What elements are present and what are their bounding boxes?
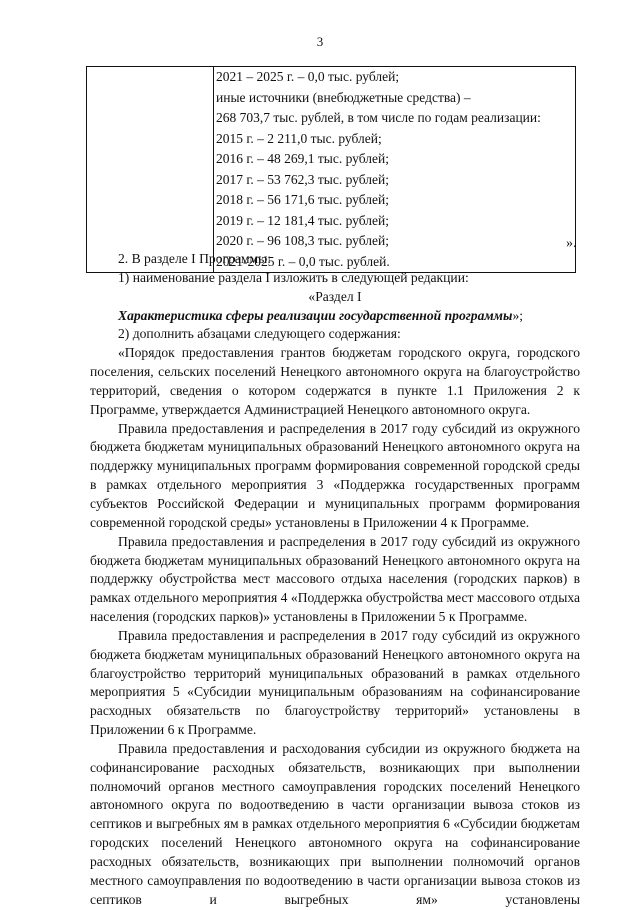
paragraph: Правила предоставления и расходования субсидии из окружного бюджета на софинансирование расходных обязательств, возникающих при выполнении полномочий органов местного самоуправления городских поселений Ненецкого автономного округа по водоотведению в части организации вывоза стоков из септиков и выгребных ям в рамках отдельного мероприятия 6 «Субсидии бюджетам городских поселений Ненецкого автономного округа на софинансирование расходных обязательств, возникающих при выполнении полномочий органов местного самоуправления по водоотведению в части организации вывоза стоков из септиков и выгребных ям» установлены [90,740,580,907]
section-heading-tail: »; [512,307,524,323]
paragraph: Правила предоставления и распределения в 2017 году субсидий из окружного бюджета бюджетам муниципальных образований Ненецкого автономного округа на благоустройство территорий муниципальных образований в рамках отдельного мероприятия 5 «Субсидии муниципальным образованиям на софинансирование расходных обязательств по благоустройству территорий» установлены в Приложении 6 к Программе. [90,627,580,738]
paragraph: Правила предоставления и распределения в 2017 году субсидий из окружного бюджета бюджетам муниципальных образований Ненецкого автономного округа на поддержку обустройства мест массового отдыха населения (городских парков) в рамках отдельного мероприятия 4 «Поддержка обустройства мест массового отдыха населения (городских парков)» установлены в Приложении 5 к Программе. [90,533,580,625]
table-left-cell [87,67,214,273]
table-line: 2017 г. – 53 762,3 тыс. рублей; [216,171,389,187]
table-closing-quote: ». [566,236,577,251]
section-heading-line [90,307,580,326]
table-line: иные источники (внебюджетные средства) – [216,89,471,105]
paragraph: Правила предоставления и распределения в 2017 году субсидий из окружного бюджета бюджетам муниципальных образований Ненецкого автономного округа на поддержку муниципальных программ формирования современной городской среды в рамках отдельного мероприятия 3 «Поддержка государственных программ субъектов Российской Федерации и муниципальных программ формирования современной городской среды» установлены в Приложении 4 к Программе. [90,420,580,530]
item-2: 2. В разделе I Программы: [118,251,272,266]
table-line: 2021 – 2025 г. – 0,0 тыс. рублей; [216,69,400,84]
section-title: «Раздел I [308,288,362,304]
table-line: 268 703,7 тыс. рублей, в том числе по годам реализации: [216,110,541,125]
table-line: 2016 г. – 48 269,1 тыс. рублей; [216,151,389,166]
page-number: 3 [316,34,324,49]
funding-table [86,66,576,273]
section-heading: Характеристика сферы реализации государственной программы [118,307,513,323]
table-line: 2018 г. – 56 171,6 тыс. рублей; [216,192,389,207]
table-line: 2015 г. – 2 211,0 тыс. рублей; [216,130,382,146]
table-right-cell [214,67,576,273]
sub-item-1: 1) наименование раздела I изложить в следующей редакции: [118,269,469,285]
paragraph: «Порядок предоставления грантов бюджетам городского округа, городского поселения, сельских поселений Ненецкого автономного округа на благоустройство территорий, сведения о котором содержатся в пункте 1.1 Приложения 2 к Программе, утверждается Администрацией Ненецкого автономного округа. [90,345,580,417]
table-row [87,67,576,273]
table-line: 2020 г. – 96 108,3 тыс. рублей; [216,233,389,248]
document-body [90,250,580,910]
table-line: 2021-2025 г. – 0,0 тыс. рублей. [216,253,390,269]
sub-item-2: 2) дополнить абзацами следующего содержания: [118,326,401,342]
table-line: 2019 г. – 12 181,4 тыс. рублей; [216,212,389,228]
